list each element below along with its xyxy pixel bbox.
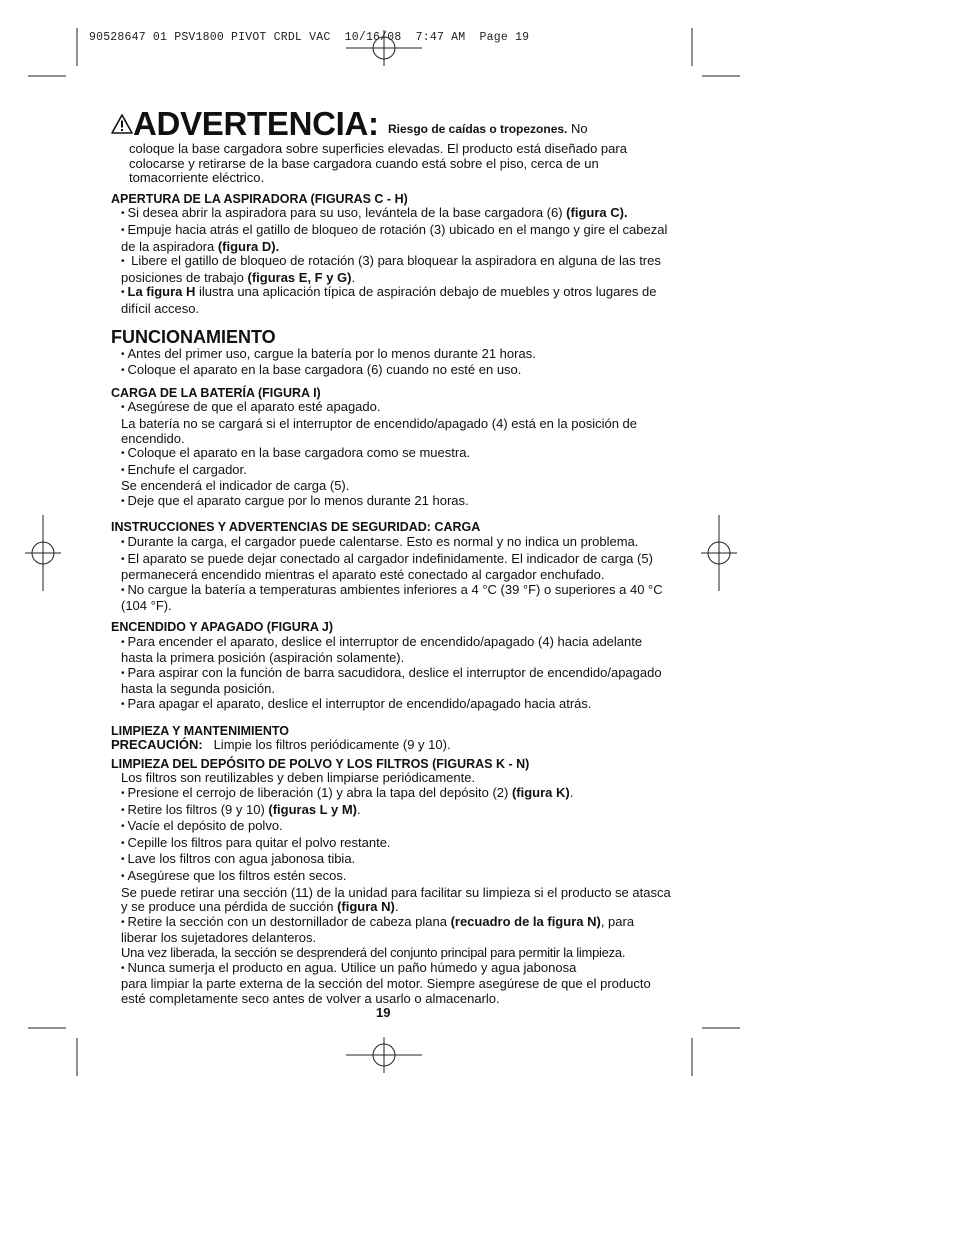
manual-page-content (111, 105, 671, 1006)
list-item: • Para encender el aparato, deslice el interruptor de encendido/apagado (4) hacia adelante hasta la primera posición (aspiración solamente). (111, 635, 671, 666)
list-item-bold: (figura K) (511, 784, 570, 800)
list-item-bold: (recuadro de la figura N) (450, 913, 601, 929)
list-item (111, 786, 671, 803)
list-item: • Cepille los filtros para quitar el polvo restante. (111, 836, 671, 853)
list-item-text: Si desea abrir la aspiradora para su uso, levántela de la base cargadora (6) (127, 205, 567, 221)
print-header-meta: 90528647 01 PSV1800 PIVOT CRDL VAC 10/16/08 7:47 AM Page 19 (89, 31, 530, 44)
list-item-text: Empuje hacia atrás el gatillo de bloqueo de rotación (3) ubicado en el mango y gire el cabezal de la aspiradora (121, 221, 668, 254)
paragraph: Los filtros son reutilizables y deben limpiarse periódicamente. (121, 770, 476, 786)
list-item: • Durante la carga, el cargador puede calentarse. Esto es normal y no indica un problema. (111, 535, 671, 552)
list-item-text: Libere el gatillo de bloqueo de rotación (3) para bloquear la aspiradora en alguna de las tres posiciones de trabajo (121, 253, 661, 285)
list-item: • Asegúrese de que el aparato esté apagado. (111, 400, 671, 417)
warning-title: ADVERTENCIA: (133, 105, 379, 142)
list-item: • Nunca sumerja el producto en agua. Utilice un paño húmedo y agua jabonosa (111, 961, 671, 978)
paragraph: La batería no se cargará si el interruptor de encendido/apagado (4) está en la posición de encendido. (121, 415, 638, 446)
list-item-end: , para liberar los sujetadores delanteros. (121, 913, 635, 946)
warning-triangle-icon (111, 114, 133, 134)
list-item: • Enchufe el cargador. (111, 463, 671, 480)
list-item: • Vacíe el depósito de polvo. (111, 819, 671, 836)
paragraph-end: . (394, 899, 399, 915)
list-item: • No cargue la batería a temperaturas ambientes inferiores a 4 °C (39 °F) o superiores a 40 °C (104 °F). (111, 583, 671, 614)
section-heading-seguridad: INSTRUCCIONES Y ADVERTENCIAS DE SEGURIDAD: CARGA (111, 520, 481, 535)
section-heading-apertura: APERTURA DE LA ASPIRADORA (FIGURAS C - H) (111, 191, 408, 206)
section-heading-deposito: LIMPIEZA DEL DEPÓSITO DE POLVO Y LOS FILTROS (FIGURAS K - N) (111, 756, 530, 771)
warning-lead-rest: No (567, 121, 588, 136)
list-item: • El aparato se puede dejar conectado al cargador indefinidamente. El indicador de carga (5) permanecerá encendido mientras el aparato esté conectado al cargador enchufado. (111, 552, 671, 583)
list-item-bold: (figura C). (566, 205, 628, 221)
list-item-bold: (figuras E, F y G) (247, 269, 352, 285)
paragraph: Una vez liberada, la sección se desprenderá del conjunto principal para permitir la limpieza. (121, 944, 626, 960)
section-heading-encendido: ENCENDIDO Y APAGADO (FIGURA J) (111, 620, 334, 635)
list-item (111, 223, 671, 254)
paragraph: para limpiar la parte externa de la sección del motor. Siempre asegúrese de que el producto esté completamente seco antes de volver a usarlo o almacenarlo. (121, 976, 651, 1006)
warning-heading (111, 105, 671, 142)
list-item-text: Retire los filtros (9 y 10) (127, 801, 269, 817)
list-item: • Antes del primer uso, cargue la batería por lo menos durante 21 horas. (111, 347, 671, 364)
caution-text: Limpie los filtros periódicamente (9 y 10). (202, 737, 451, 753)
list-item: • Deje que el aparato cargue por lo menos durante 21 horas. (111, 494, 671, 511)
section-title-funcionamiento: FUNCIONAMIENTO (111, 326, 276, 347)
paragraph-bold: (figura N) (337, 899, 395, 915)
list-item-end: . (351, 269, 356, 285)
list-item (111, 254, 671, 285)
list-item-bold: (figura D). (217, 238, 280, 254)
section-heading-carga: CARGA DE LA BATERÍA (FIGURA I) (111, 385, 321, 400)
list-item (111, 803, 671, 820)
list-item: • Asegúrese que los filtros estén secos. (111, 869, 671, 886)
caution-label: PRECAUCIÓN: (111, 737, 203, 753)
section-heading-limpieza: LIMPIEZA Y MANTENIMIENTO (111, 723, 290, 738)
warning-body: coloque la base cargadora sobre superficies elevadas. El producto está diseñado para colocarse y retirarse de la base cargadora cuando está sobre el piso, cerca de un tomacorriente eléctrico. (129, 141, 627, 186)
list-item (111, 206, 671, 223)
list-item-end: . (569, 784, 574, 800)
paragraph (111, 886, 671, 915)
list-item (111, 285, 671, 316)
warning-lead-bold: Riesgo de caídas o tropezones. (388, 122, 568, 136)
list-item-end: . (357, 801, 361, 817)
list-item (111, 915, 671, 946)
caution-line (111, 738, 671, 753)
list-item: • Coloque el aparato en la base cargadora (6) cuando no esté en uso. (111, 363, 671, 380)
list-item-text: ilustra una aplicación típica de aspiración debajo de muebles y otros lugares de difícil acceso. (121, 284, 657, 316)
page-number: 19 (376, 1005, 391, 1020)
list-item: • Para aspirar con la función de barra sacudidora, deslice el interruptor de encendido/apagado hasta la segunda posición. (111, 666, 671, 697)
paragraph-text: Se puede retirar una sección (11) de la unidad para facilitar su limpieza si el producto se atasca y se produce una pérdida de succión (121, 884, 671, 915)
list-item-text: Presione el cerrojo de liberación (1) y abra la tapa del depósito (2) (127, 784, 512, 800)
list-item: • Coloque el aparato en la base cargadora como se muestra. (111, 446, 671, 463)
list-item: • Para apagar el aparato, deslice el interruptor de encendido/apagado hacia atrás. (111, 697, 671, 714)
list-item-bold: (figuras L y M) (268, 801, 357, 817)
paragraph: Se encenderá el indicador de carga (5). (121, 478, 350, 494)
warning-lead (388, 122, 588, 137)
list-item-bold: La figura H (127, 284, 196, 300)
list-item-text: Retire la sección con un destornillador de cabeza plana (127, 913, 451, 929)
list-item: • Lave los filtros con agua jabonosa tibia. (111, 852, 671, 869)
